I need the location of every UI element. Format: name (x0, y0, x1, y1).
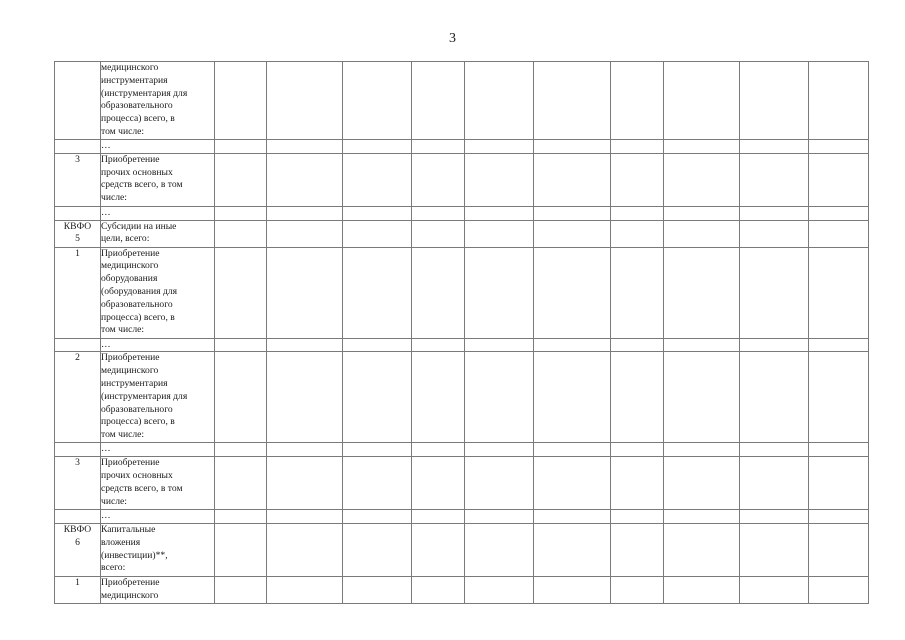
value-cell (412, 352, 465, 443)
value-cell (412, 247, 465, 338)
value-cell (664, 153, 740, 206)
table-row (55, 523, 869, 576)
value-cell (465, 510, 534, 524)
value-cell (664, 523, 740, 576)
value-cell (267, 62, 343, 140)
value-cell (809, 62, 869, 140)
value-cell (809, 576, 869, 603)
row-description-cell (101, 510, 215, 524)
row-description-cell (101, 247, 215, 338)
value-cell (215, 457, 267, 510)
value-cell (740, 338, 809, 352)
value-cell (267, 247, 343, 338)
row-number-text: 6 (75, 536, 80, 548)
value-cell (740, 220, 809, 247)
row-number-cell (55, 153, 101, 206)
row-description-line: Капитальные (101, 523, 156, 535)
row-description-line: Приобретение (101, 247, 160, 259)
value-cell (740, 206, 809, 220)
value-cell (740, 576, 809, 603)
value-cell (611, 510, 664, 524)
row-description-line: всего: (101, 562, 126, 574)
value-cell (267, 220, 343, 247)
table-row (55, 457, 869, 510)
value-cell (343, 140, 412, 154)
value-cell (343, 338, 412, 352)
value-cell (611, 247, 664, 338)
row-number-text: 3 (75, 153, 80, 165)
value-cell (740, 457, 809, 510)
value-cell (465, 220, 534, 247)
row-number-cell (55, 140, 101, 154)
row-description-line: процесса) всего, в (101, 416, 175, 428)
value-cell (343, 457, 412, 510)
table-row (55, 62, 869, 140)
row-description-cell (101, 338, 215, 352)
value-cell (534, 206, 611, 220)
table-row (55, 443, 869, 457)
row-number-text: КВФО (63, 220, 92, 232)
row-description-line: медицинского (101, 365, 159, 377)
budget-table (54, 61, 869, 604)
value-cell (465, 443, 534, 457)
value-cell (465, 206, 534, 220)
row-description-line: прочих основных (101, 166, 173, 178)
row-description-line: том числе: (101, 429, 145, 441)
value-cell (343, 523, 412, 576)
table-row (55, 510, 869, 524)
table-row (55, 220, 869, 247)
row-description-line: (инструментария для (101, 87, 188, 99)
value-cell (215, 247, 267, 338)
value-cell (215, 352, 267, 443)
row-description-cell (101, 457, 215, 510)
value-cell (664, 62, 740, 140)
row-description-line: процесса) всего, в (101, 311, 175, 323)
value-cell (267, 443, 343, 457)
table-row (55, 247, 869, 338)
row-description-line: оборудования (101, 273, 158, 285)
value-cell (267, 523, 343, 576)
value-cell (534, 443, 611, 457)
row-description-line: медицинского (101, 62, 159, 73)
value-cell (267, 352, 343, 443)
row-number-cell (55, 443, 101, 457)
row-number-text: 5 (75, 233, 80, 245)
value-cell (215, 338, 267, 352)
value-cell (740, 62, 809, 140)
value-cell (412, 62, 465, 140)
row-description-line: … (101, 443, 111, 455)
value-cell (343, 510, 412, 524)
value-cell (412, 510, 465, 524)
value-cell (267, 576, 343, 603)
value-cell (611, 523, 664, 576)
row-description-line: числе: (101, 495, 127, 507)
row-number-cell (55, 457, 101, 510)
value-cell (343, 576, 412, 603)
value-cell (343, 153, 412, 206)
value-cell (611, 352, 664, 443)
value-cell (465, 140, 534, 154)
value-cell (465, 153, 534, 206)
row-description-line: средств всего, в том (101, 482, 183, 494)
value-cell (412, 206, 465, 220)
value-cell (465, 247, 534, 338)
row-description-line: инструментария (101, 377, 168, 389)
value-cell (534, 62, 611, 140)
value-cell (534, 352, 611, 443)
value-cell (412, 523, 465, 576)
value-cell (534, 247, 611, 338)
row-number-cell (55, 62, 101, 140)
table-row (55, 352, 869, 443)
row-description-line: (инструментария для (101, 390, 188, 402)
row-description-cell (101, 576, 215, 603)
value-cell (664, 352, 740, 443)
row-number-text: 1 (75, 576, 80, 588)
row-number-cell (55, 352, 101, 443)
value-cell (215, 62, 267, 140)
value-cell (343, 443, 412, 457)
value-cell (809, 523, 869, 576)
row-description-cell (101, 443, 215, 457)
row-number-text: КВФО (63, 523, 92, 535)
value-cell (534, 153, 611, 206)
value-cell (809, 457, 869, 510)
value-cell (465, 523, 534, 576)
row-number-cell (55, 247, 101, 338)
value-cell (215, 220, 267, 247)
value-cell (534, 510, 611, 524)
value-cell (740, 523, 809, 576)
row-number-cell (55, 220, 101, 247)
row-description-line: медицинского (101, 260, 159, 272)
value-cell (267, 338, 343, 352)
row-description-line: Приобретение (101, 576, 160, 588)
value-cell (809, 510, 869, 524)
value-cell (267, 140, 343, 154)
row-description-line: том числе: (101, 125, 145, 137)
value-cell (343, 352, 412, 443)
value-cell (611, 443, 664, 457)
value-cell (465, 457, 534, 510)
value-cell (267, 457, 343, 510)
row-description-line: образовательного (101, 403, 173, 415)
value-cell (611, 140, 664, 154)
table-row (55, 338, 869, 352)
value-cell (664, 510, 740, 524)
row-number-cell (55, 206, 101, 220)
value-cell (740, 153, 809, 206)
value-cell (809, 153, 869, 206)
row-description-cell (101, 523, 215, 576)
value-cell (412, 443, 465, 457)
row-description-cell (101, 220, 215, 247)
value-cell (412, 576, 465, 603)
value-cell (809, 352, 869, 443)
row-description-line: цели, всего: (101, 233, 150, 245)
value-cell (664, 247, 740, 338)
value-cell (267, 510, 343, 524)
row-number-cell (55, 523, 101, 576)
value-cell (465, 338, 534, 352)
value-cell (465, 352, 534, 443)
value-cell (664, 443, 740, 457)
row-description-cell (101, 140, 215, 154)
value-cell (664, 220, 740, 247)
value-cell (343, 220, 412, 247)
row-number-text: 1 (75, 247, 80, 259)
value-cell (215, 510, 267, 524)
value-cell (534, 338, 611, 352)
page-number: 3 (449, 31, 456, 46)
row-description-line: инструментария (101, 74, 168, 86)
row-description-line: Субсидии на иные (101, 220, 177, 232)
row-description-line: средств всего, в том (101, 179, 183, 191)
value-cell (412, 153, 465, 206)
row-description-line: прочих основных (101, 469, 173, 481)
value-cell (664, 338, 740, 352)
value-cell (215, 576, 267, 603)
row-description-line: том числе: (101, 324, 145, 336)
row-number-cell (55, 510, 101, 524)
table-body (55, 62, 869, 604)
value-cell (465, 62, 534, 140)
value-cell (343, 247, 412, 338)
table-row (55, 206, 869, 220)
row-description-cell (101, 153, 215, 206)
value-cell (215, 153, 267, 206)
value-cell (534, 140, 611, 154)
value-cell (534, 576, 611, 603)
value-cell (465, 576, 534, 603)
row-number-cell (55, 576, 101, 603)
row-description-line: … (101, 206, 111, 218)
value-cell (809, 140, 869, 154)
value-cell (412, 140, 465, 154)
table-row (55, 140, 869, 154)
value-cell (740, 443, 809, 457)
value-cell (809, 443, 869, 457)
value-cell (740, 510, 809, 524)
value-cell (267, 206, 343, 220)
value-cell (611, 153, 664, 206)
value-cell (343, 206, 412, 220)
value-cell (740, 140, 809, 154)
value-cell (740, 247, 809, 338)
value-cell (611, 220, 664, 247)
row-description-line: … (101, 338, 111, 350)
row-description-line: вложения (101, 536, 141, 548)
row-description-line: Приобретение (101, 352, 160, 364)
value-cell (809, 220, 869, 247)
table-row (55, 153, 869, 206)
value-cell (809, 206, 869, 220)
value-cell (215, 140, 267, 154)
value-cell (740, 352, 809, 443)
value-cell (664, 576, 740, 603)
value-cell (534, 220, 611, 247)
value-cell (664, 140, 740, 154)
value-cell (611, 62, 664, 140)
value-cell (215, 523, 267, 576)
value-cell (611, 576, 664, 603)
row-description-line: (инвестиции)**, (101, 549, 168, 561)
value-cell (412, 338, 465, 352)
row-number-text: 2 (75, 352, 80, 364)
value-cell (412, 220, 465, 247)
row-description-line: медицинского (101, 589, 159, 601)
row-description-line: процесса) всего, в (101, 113, 175, 125)
value-cell (809, 338, 869, 352)
value-cell (215, 443, 267, 457)
value-cell (534, 523, 611, 576)
value-cell (534, 457, 611, 510)
table-row (55, 576, 869, 603)
row-description-line: … (101, 140, 111, 151)
row-description-line: Приобретение (101, 153, 160, 165)
value-cell (611, 338, 664, 352)
value-cell (809, 247, 869, 338)
row-description-line: числе: (101, 192, 127, 204)
value-cell (215, 206, 267, 220)
value-cell (611, 457, 664, 510)
row-description-line: … (101, 510, 111, 522)
value-cell (267, 153, 343, 206)
row-number-text: 3 (75, 457, 80, 469)
row-description-line: образовательного (101, 298, 173, 310)
row-description-cell (101, 206, 215, 220)
row-description-cell (101, 62, 215, 140)
value-cell (664, 206, 740, 220)
row-description-line: образовательного (101, 100, 173, 112)
value-cell (343, 62, 412, 140)
row-description-line: Приобретение (101, 457, 160, 469)
row-number-cell (55, 338, 101, 352)
value-cell (611, 206, 664, 220)
value-cell (412, 457, 465, 510)
row-description-line: (оборудования для (101, 285, 178, 297)
row-description-cell (101, 352, 215, 443)
value-cell (664, 457, 740, 510)
